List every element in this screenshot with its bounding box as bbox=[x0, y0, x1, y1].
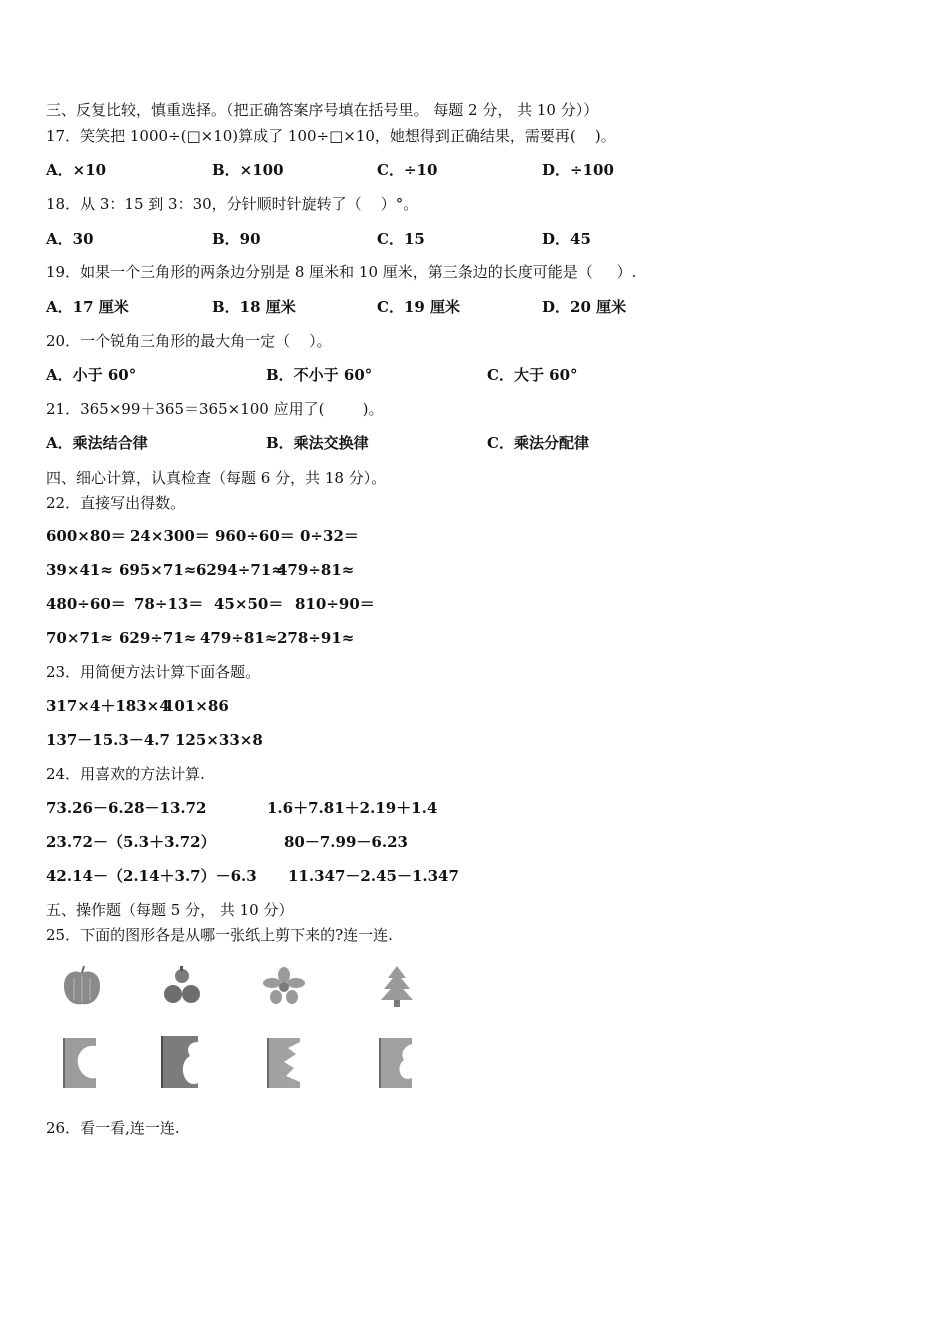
q19-option-d[interactable]: D．20 厘米 bbox=[542, 298, 627, 316]
q22-row-2 bbox=[46, 560, 446, 580]
q18-options bbox=[46, 229, 746, 249]
calc-item: 73.26－6.28－13.72 bbox=[46, 799, 207, 817]
q22-row-4 bbox=[46, 628, 446, 648]
q19-option-b[interactable]: B．18 厘米 bbox=[212, 298, 296, 316]
calc-item: 42.14－（2.14＋3.7）－6.3 bbox=[46, 867, 257, 885]
calc-item: 23.72－（5.3＋3.72） bbox=[46, 833, 216, 851]
calc-item: 101×86 bbox=[164, 697, 229, 715]
q20-option-a[interactable]: A．小于 60° bbox=[46, 366, 137, 384]
folded-paper-apple-icon[interactable] bbox=[62, 1036, 98, 1090]
q17-option-a[interactable]: A．×10 bbox=[46, 161, 107, 179]
calc-item: 0÷32＝ bbox=[300, 527, 359, 545]
q21-options bbox=[46, 433, 746, 453]
q23-row-2 bbox=[46, 730, 446, 750]
q21-option-b[interactable]: B．乘法交换律 bbox=[266, 434, 369, 452]
calc-item: 78÷13＝ bbox=[134, 595, 204, 613]
q18-option-c[interactable]: C．15 bbox=[377, 230, 425, 248]
q17-option-c[interactable]: C．÷10 bbox=[377, 161, 438, 179]
calc-item: 137－15.3－4.7 bbox=[46, 731, 170, 749]
q17-option-d[interactable]: D．÷100 bbox=[542, 161, 614, 179]
calc-item: 278÷91≈ bbox=[277, 629, 355, 647]
calc-item: 317×4＋183×4 bbox=[46, 697, 170, 715]
calc-item: 600×80＝ bbox=[46, 527, 126, 545]
q21-stem: 21．365×99＋365＝365×100 应用了( )。 bbox=[46, 400, 384, 418]
folded-paper-tree-icon[interactable] bbox=[378, 1036, 414, 1090]
flower-cutout-icon[interactable] bbox=[262, 966, 306, 1006]
apple-cutout-icon[interactable] bbox=[60, 964, 104, 1008]
calc-item: 6294÷71≈ bbox=[196, 561, 284, 579]
calc-item: 480÷60＝ bbox=[46, 595, 126, 613]
calc-item: 960÷60＝ bbox=[215, 527, 295, 545]
calc-item: 39×41≈ bbox=[46, 561, 113, 579]
tree-cutout-icon[interactable] bbox=[377, 964, 417, 1008]
q24-row-3 bbox=[46, 866, 546, 886]
calc-item: 80－7.99－6.23 bbox=[284, 833, 408, 851]
q18-option-d[interactable]: D．45 bbox=[542, 230, 591, 248]
q18-option-a[interactable]: A．30 bbox=[46, 230, 94, 248]
q18-stem: 18．从 3：15 到 3：30，分针顺时针旋转了（ ）°。 bbox=[46, 195, 419, 213]
q24-stem: 24．用喜欢的方法计算. bbox=[46, 765, 205, 783]
q22-stem: 22．直接写出得数。 bbox=[46, 494, 186, 512]
q20-stem: 20．一个锐角三角形的最大角一定（ ）。 bbox=[46, 332, 332, 350]
calc-item: 70×71≈ bbox=[46, 629, 113, 647]
q19-option-a[interactable]: A．17 厘米 bbox=[46, 298, 129, 316]
q25-stem: 25．下面的图形各是从哪一张纸上剪下来的?连一连. bbox=[46, 926, 393, 944]
q20-option-c[interactable]: C．大于 60° bbox=[487, 366, 578, 384]
folded-paper-gourd-icon[interactable] bbox=[160, 1034, 200, 1090]
q19-option-c[interactable]: C．19 厘米 bbox=[377, 298, 461, 316]
section-3-title: 三、反复比较，慎重选择。（把正确答案序号填在括号里。 每题 2 分， 共 10 分）） bbox=[46, 101, 599, 119]
calc-item: 629÷71≈ bbox=[119, 629, 197, 647]
q23-row-1 bbox=[46, 696, 446, 716]
calc-item: 479÷81≈ bbox=[277, 561, 355, 579]
section-5-title: 五、操作题（每题 5 分， 共 10 分） bbox=[46, 901, 294, 919]
q24-row-2 bbox=[46, 832, 546, 852]
folded-paper-flower-icon[interactable] bbox=[266, 1036, 302, 1090]
q21-option-c[interactable]: C．乘法分配律 bbox=[487, 434, 589, 452]
q18-option-b[interactable]: B．90 bbox=[212, 230, 261, 248]
q20-options bbox=[46, 365, 746, 385]
calc-item: 479÷81≈ bbox=[200, 629, 278, 647]
calc-item: 810÷90＝ bbox=[295, 595, 375, 613]
q17-option-b[interactable]: B．×100 bbox=[212, 161, 284, 179]
q23-stem: 23．用简便方法计算下面各题。 bbox=[46, 663, 261, 681]
q24-row-1 bbox=[46, 798, 546, 818]
q20-option-b[interactable]: B．不小于 60° bbox=[266, 366, 373, 384]
q22-row-3 bbox=[46, 594, 446, 614]
calc-item: 45×50＝ bbox=[214, 595, 284, 613]
section-4-title: 四、细心计算，认真检查（每题 6 分，共 18 分）。 bbox=[46, 469, 387, 487]
calc-item: 695×71≈ bbox=[119, 561, 197, 579]
q17-stem: 17．笑笑把 1000÷(□×10)算成了 100÷□×10，她想得到正确结果，需要再( )。 bbox=[46, 127, 616, 145]
calc-item: 125×33×8 bbox=[175, 731, 263, 749]
q19-stem: 19．如果一个三角形的两条边分别是 8 厘米和 10 厘米，第三条边的长度可能是（ ）. bbox=[46, 263, 637, 281]
calc-item: 11.347－2.45－1.347 bbox=[288, 867, 459, 885]
calc-item: 24×300＝ bbox=[130, 527, 210, 545]
gourd-cutout-icon[interactable] bbox=[162, 964, 202, 1008]
q19-options bbox=[46, 297, 746, 317]
q22-row-1 bbox=[46, 526, 446, 546]
q17-options bbox=[46, 160, 746, 180]
calc-item: 1.6＋7.81＋2.19＋1.4 bbox=[267, 799, 438, 817]
q21-option-a[interactable]: A．乘法结合律 bbox=[46, 434, 148, 452]
q26-stem: 26．看一看,连一连. bbox=[46, 1119, 180, 1137]
